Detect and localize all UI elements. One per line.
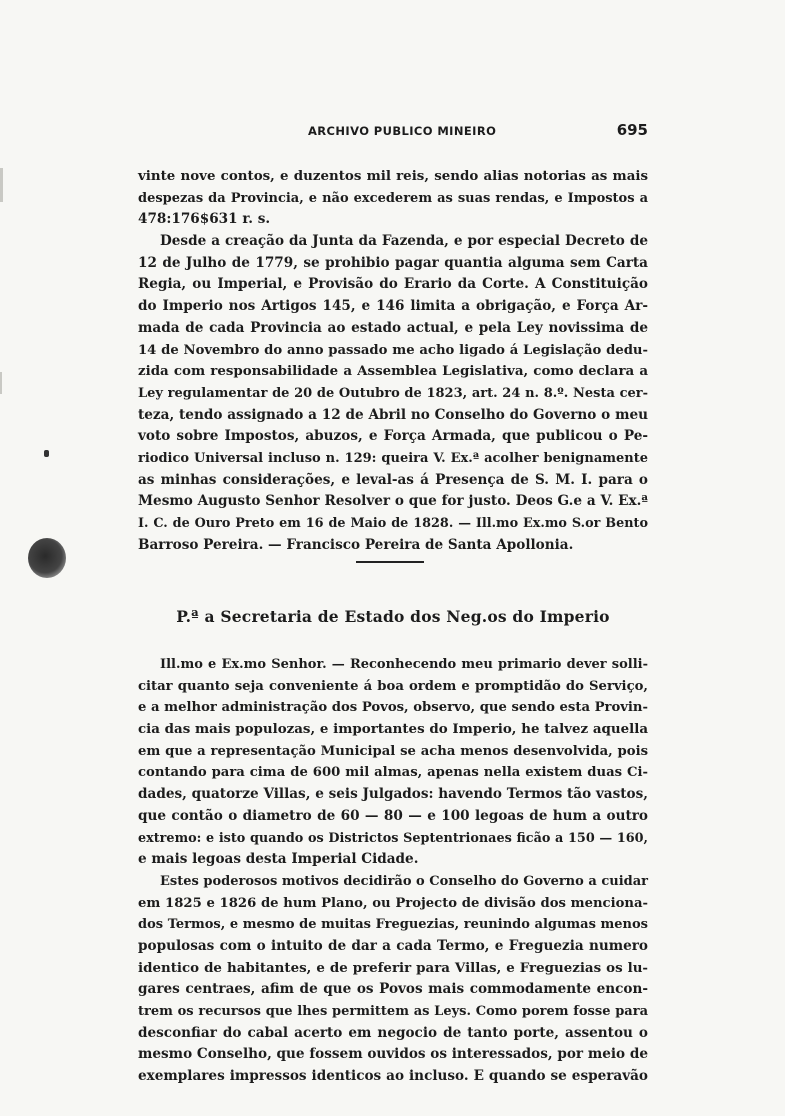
text-line: voto sobre Impostos, abuzos, e Força Armada, que publicou o Pe- xyxy=(138,428,648,445)
ink-dot xyxy=(44,450,49,457)
text-line: do Imperio nos Artigos 145, e 146 limita a obrigação, e Força Ar- xyxy=(138,298,648,315)
text-line: zida com responsabilidade a Assemblea Legislativa, como declara a xyxy=(138,363,648,380)
text-line: vinte nove contos, e duzentos mil reis, sendo alias notorias as mais xyxy=(138,168,648,184)
text-line: Ley regulamentar de 20 de Outubro de 1823, art. 24 n. 8.º. Nesta cer- xyxy=(138,385,648,401)
text-line: mesmo Conselho, que fossem ouvidos os interessados, por meio de xyxy=(138,1046,648,1063)
section-divider xyxy=(356,561,424,563)
text-line: Ill.mo e Ex.mo Senhor. — Reconhecendo meu primario dever solli- xyxy=(160,657,648,672)
scan-edge-mark xyxy=(0,372,2,394)
text-line: as minhas considerações, e leval-as á Presença de S. M. I. para o xyxy=(138,471,648,488)
text-block-letter-end xyxy=(138,166,648,556)
text-line: riodico Universal incluso n. 129: queira V. Ex.ª acolher benignamente xyxy=(138,450,648,466)
text-line: em que a representação Municipal se acha menos desenvolvida, pois xyxy=(138,743,648,759)
text-line: gares centraes, afim de que os Povos mais commodamente encon- xyxy=(138,981,648,998)
text-line: despezas da Provincia, e não excederem as suas rendas, e Impostos a xyxy=(138,190,648,206)
text-line: extremo: e isto quando os Districtos Septentrionaes ficão a 150 — 160, xyxy=(138,830,648,846)
text-line: dades, quatorze Villas, e seis Julgados: havendo Termos tão vastos, xyxy=(138,786,648,803)
text-line: citar quanto seja conveniente á boa ordem e promptidão do Serviço, xyxy=(138,678,648,694)
text-line: e mais legoas desta Imperial Cidade. xyxy=(138,851,419,868)
text-line: teza, tendo assignado a 12 de Abril no Conselho do Governo o meu xyxy=(138,406,648,423)
ink-blot xyxy=(28,538,66,578)
text-line: Estes poderosos motivos decidirão o Conselho do Governo a cuidar xyxy=(160,873,648,889)
text-line: exemplares impressos identicos ao incluso. E quando se esperavão xyxy=(138,1068,648,1085)
text-line: que contão o diametro de 60 — 80 — e 100 legoas de hum a outro xyxy=(138,807,648,824)
section-heading: P.ª a Secretaria de Estado dos Neg.os do Imperio xyxy=(176,607,610,626)
text-line: trem os recursos que lhes permittem as Leys. Como porem fosse para xyxy=(138,1004,648,1019)
text-line: 12 de Julho de 1779, se prohibio pagar quantia alguma sem Carta xyxy=(138,254,648,271)
text-line: desconfiar do cabal acerto em negocio de tanto porte, assentou o xyxy=(138,1024,648,1041)
text-line: Mesmo Augusto Senhor Resolver o que for justo. Deos G.e a V. Ex.ª xyxy=(138,493,648,510)
scan-edge-mark xyxy=(0,168,3,202)
text-line: cia das mais populozas, e importantes do Imperio, he talvez aquella xyxy=(138,721,648,738)
text-block-letter-imperio xyxy=(138,654,648,1088)
text-line: I. C. de Ouro Preto em 16 de Maio de 1828. — Ill.mo Ex.mo S.or Bento xyxy=(138,516,648,531)
text-line: mada de cada Provincia ao estado actual, e pela Ley novissima de xyxy=(138,319,648,336)
text-line: Barroso Pereira. — Francisco Pereira de Santa Apollonia. xyxy=(138,536,574,553)
text-line: populosas com o intuito de dar a cada Termo, e Freguezia numero xyxy=(138,937,648,954)
text-line: Desde a creação da Junta da Fazenda, e por especial Decreto de xyxy=(160,233,648,250)
running-title: ARCHIVO PUBLICO MINEIRO xyxy=(308,124,497,138)
text-line: contando para cima de 600 mil almas, apenas nella existem duas Ci- xyxy=(138,765,648,781)
text-line: em 1825 e 1826 de hum Plano, ou Projecto de divisão dos menciona- xyxy=(138,895,648,911)
text-line: Regia, ou Imperial, e Provisão do Erario da Corte. A Constituição xyxy=(138,276,648,293)
text-line: e a melhor administração dos Povos, observo, que sendo esta Provin- xyxy=(138,700,648,716)
text-line: dos Termos, e mesmo de muitas Freguezias, reunindo algumas menos xyxy=(138,917,648,933)
text-line: identico de habitantes, e de preferir para Villas, e Freguezias os lu- xyxy=(138,959,648,976)
text-line: 478:176$631 r. s. xyxy=(138,211,271,228)
page-number: 695 xyxy=(616,121,648,139)
text-line: 14 de Novembro do anno passado me acho ligado á Legislação dedu- xyxy=(138,342,648,358)
page-header xyxy=(138,121,648,142)
